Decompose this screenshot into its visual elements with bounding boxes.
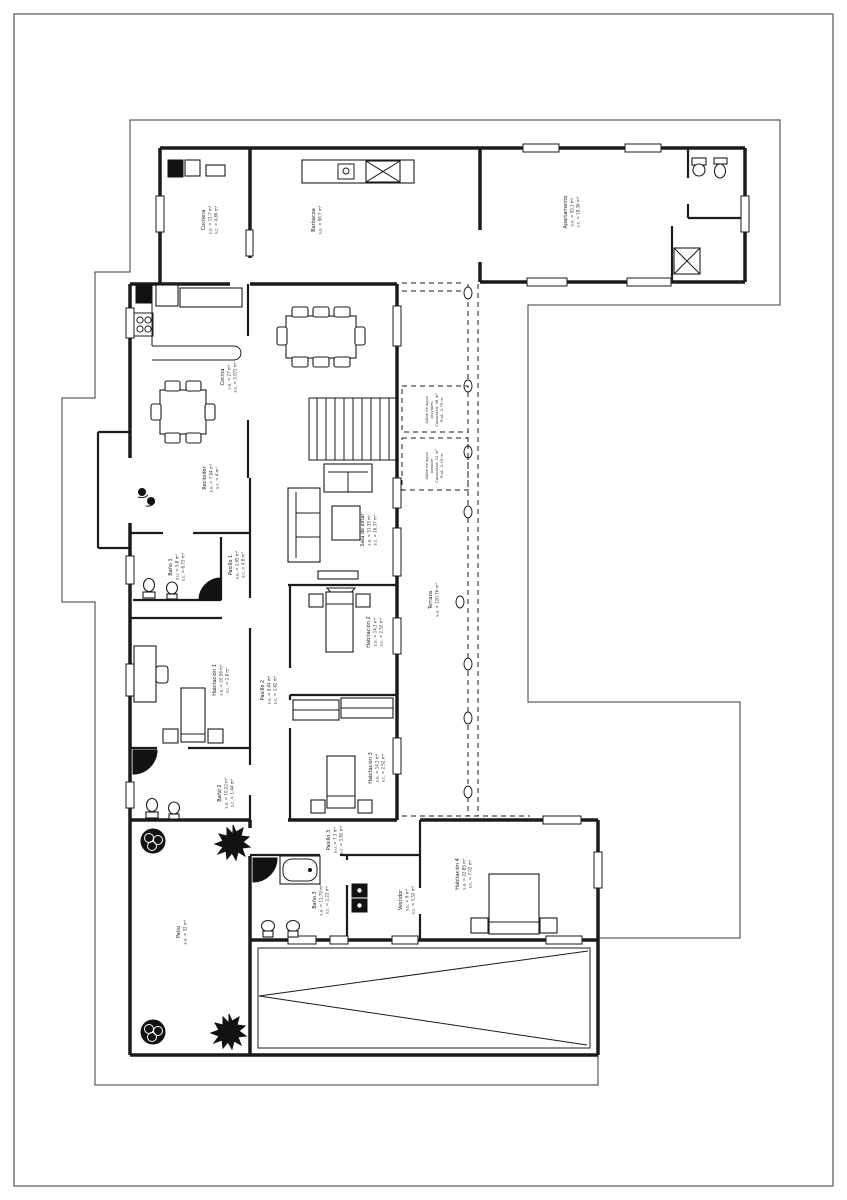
- room-area: s.c. = 4.89 m²: [213, 205, 219, 235]
- room-area: s.u. = 2.95 m²: [234, 550, 240, 580]
- entry-plant-icon: [138, 489, 155, 507]
- room-name: Patio: [176, 925, 182, 939]
- barbecue-counter-icon: [302, 160, 414, 183]
- room-area: s.c. = 3.82 m²: [338, 825, 344, 855]
- bed3-icon: [311, 756, 372, 813]
- annotation-line: Prof.: 2.15 m: [439, 453, 444, 479]
- laundry-appliances-icon: [168, 160, 225, 177]
- room-name: Habitación 2: [366, 616, 372, 648]
- room-area: s.u. = 20.56 m²: [218, 664, 224, 696]
- room-name: Pasillo 1: [228, 554, 234, 576]
- annotation-aljibe-pluviales: [424, 393, 444, 427]
- room-area: s.u. = 27 m²: [226, 364, 232, 390]
- stairs-icon: [309, 398, 397, 460]
- room-label-habitacion1: [211, 664, 230, 696]
- room-area: s.u. = 7.3 m²: [332, 826, 338, 854]
- bathroom3-icons: [253, 856, 320, 937]
- annotation-line: Aljibe de agua: [424, 452, 429, 480]
- room-area: s.u. = 7.94 m²: [208, 463, 214, 493]
- room-area: s.c. = 18.36 m²: [575, 196, 581, 228]
- room-name: Apartamento: [563, 195, 569, 229]
- washer-dryer-icon: [352, 884, 367, 912]
- room-name: Habitación 1: [212, 664, 218, 696]
- coffee-table-icon: [332, 506, 360, 540]
- annotation-line: Capacidad: 38 m³: [434, 393, 439, 427]
- room-area: s.c. = 6.72 m²: [180, 552, 186, 582]
- annotation-line: Aljibe de agua: [424, 396, 429, 424]
- tree-icon: [141, 829, 165, 853]
- wardrobe-icon: [293, 698, 393, 720]
- room-label-cochera: [201, 205, 219, 234]
- room-name: Pasillo 3: [326, 829, 332, 851]
- room-label-barbacoa: [311, 205, 323, 234]
- room-label-habitacion4: [454, 858, 473, 890]
- room-area: s.c. = 1.44 m²: [229, 778, 235, 808]
- room-label-pasillo3: [326, 825, 344, 854]
- room-area: s.c. = 4 m²: [214, 466, 220, 490]
- room-area: s.u. = 120.76 m²: [434, 583, 440, 617]
- room-name: Cocina: [220, 368, 226, 386]
- room-area: s.c. = 2.22 m²: [324, 885, 330, 915]
- room-area: s.c. = 3.52 m²: [410, 885, 416, 915]
- room-name: Baño 1: [168, 558, 174, 576]
- room-area: s.c. = 16.37 m²: [372, 514, 378, 546]
- room-name: Recibidor: [202, 466, 208, 490]
- annotation-line: potable: [429, 458, 434, 474]
- room-area: s.u. = 11.79 m²: [318, 884, 324, 916]
- room-name: Habitación 3: [368, 752, 374, 784]
- apartment-bathroom-icons: [674, 158, 727, 274]
- room-name: Sala de estar: [360, 513, 366, 547]
- room-label-sala: [360, 513, 378, 547]
- room-label-bano2: [217, 777, 235, 809]
- room-area: s.u. = 55.1 m²: [569, 197, 575, 227]
- room-label-habitacion2: [365, 616, 384, 648]
- ramp-icon: [258, 948, 590, 1048]
- room-label-vestidor: [398, 885, 416, 914]
- room-label-apartamento: [563, 196, 581, 229]
- tree-icon-2: [141, 1020, 165, 1044]
- room-name: Habitación 4: [455, 858, 461, 890]
- terrace-dashed-boundary: [402, 283, 530, 816]
- room-name: Baño 3: [312, 891, 318, 909]
- annotation-line: Prof.: 2.75 m: [439, 397, 444, 423]
- room-area: s.c. = 7.02 m²: [467, 859, 473, 889]
- room-area: s.u. = 96.7 m²: [317, 205, 323, 235]
- room-label-bano3: [312, 884, 330, 916]
- room-name: Cochera: [201, 209, 207, 231]
- room-label-patio: [176, 919, 188, 944]
- room-name: Pasillo 2: [260, 679, 266, 701]
- room-name: Barbacoa: [311, 208, 317, 232]
- room-area: s.c. = 2.8 m²: [224, 667, 230, 693]
- room-area: s.u. = 14.2 m²: [372, 617, 378, 647]
- room-area: s.c. = 3.82 m²: [272, 675, 278, 705]
- room-area: s.u. = 11.7 m²: [207, 205, 213, 235]
- kitchen-table-icon: [151, 381, 215, 443]
- dining-table-icon: [277, 307, 365, 367]
- room-name: Vestidor: [398, 889, 404, 911]
- room-label-pasillo1: [228, 550, 246, 579]
- room-area: s.u. = 14.2 m²: [374, 753, 380, 783]
- room-label-cocina: [220, 361, 238, 392]
- room-area: s.c. = 4.8 m²: [240, 552, 246, 578]
- room-area: s.u. = 22.85 m²: [461, 858, 467, 890]
- room-area: s.c. = 2.52 m²: [380, 753, 386, 783]
- room-area: s.u. = 51.35 m²: [366, 514, 372, 546]
- annotation-line: pluviales: [429, 401, 434, 419]
- room-label-bano1: [168, 552, 186, 581]
- room-area: s.u. = 9.84 m²: [266, 675, 272, 705]
- room-area: s.c. = 2.52 m²: [378, 617, 384, 647]
- annotation-aljibe-potable: [424, 449, 444, 483]
- annotation-line: Capacidad: 12 m³: [434, 449, 439, 483]
- shrub-icon: [215, 825, 250, 860]
- room-label-habitacion3: [367, 752, 386, 784]
- desk-icon: [134, 646, 168, 702]
- room-label-recibidor: [202, 463, 220, 492]
- room-name: Baño 2: [217, 784, 223, 802]
- room-area: s.u. = 5.8 m²: [174, 553, 180, 581]
- room-area: s.c. = 3.072 m²: [232, 361, 238, 393]
- room-label-terraza: [428, 583, 440, 617]
- kitchen-icons: [134, 285, 242, 360]
- bed2-icon: [309, 592, 370, 652]
- room-area: s.u. = 10.22 m²: [223, 777, 229, 809]
- shrub-icon-2: [211, 1014, 246, 1049]
- windows: [126, 144, 749, 944]
- room-label-pasillo2: [260, 675, 278, 704]
- room-area: s.u. = 32 m²: [182, 919, 188, 945]
- bathroom2-icons: [133, 750, 180, 819]
- room-area: s.u. = 9 m²: [404, 888, 410, 912]
- bed4-icon: [471, 874, 557, 934]
- room-name: Terraza: [428, 590, 434, 610]
